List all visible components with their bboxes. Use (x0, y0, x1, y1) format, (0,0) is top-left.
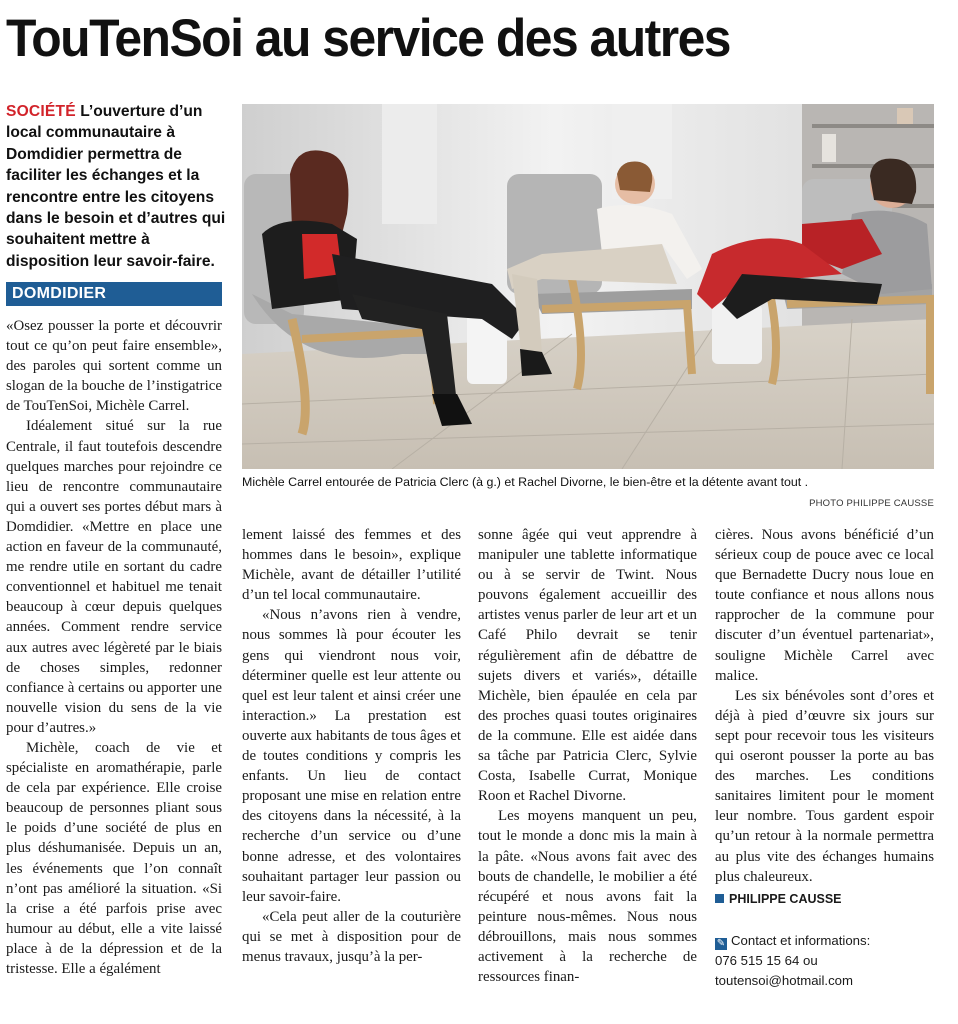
paragraph: «Cela peut aller de la couturière qui se met à disposition pour de menus travaux, jusqu’à la per- (242, 908, 461, 965)
dateline-bar: DOMDIDIER (6, 282, 222, 306)
article-lead (6, 101, 228, 272)
pencil-icon: ✎ (716, 937, 726, 949)
contact-phone: 076 515 15 64 ou (715, 952, 818, 968)
paragraph: cières. Nous avons bénéficié d’un sérieux coup de pouce avec ce local que Bernadette Ducry nous loue en toute confiance et nous allons nous rapprocher de la commune pour discuter d’un éventuel partenariat», souligne Michèle Carrel avec malice. (715, 527, 934, 684)
photo-credit: PHOTO PHILIPPE CAUSSE (809, 498, 934, 509)
contact-title: Contact et informations: (731, 932, 871, 948)
contact-email[interactable]: toutensoi@hotmail.com (715, 972, 853, 988)
contact-box (715, 931, 934, 991)
photo-caption: Michèle Carrel entourée de Patricia Clerc (à g.) et Rachel Divorne, le bien-être et la détente avant tout . (242, 475, 809, 489)
paragraph: Les six bénévoles sont d’ores et déjà à pied d’œuvre six jours sur sept pour recevoir tous les visiteurs qui oseront pousser la porte au bas des marches. Les conditions sanitaires limitent pour le moment leur nombre. Tous gardent espoir qu’un retour à la normale permettra au plus vite des échanges humains plus chaleureux. (715, 687, 934, 885)
section-kicker: SOCIÉTÉ (6, 103, 76, 120)
paragraph: sonne âgée qui veut apprendre à manipuler une tablette informatique ou à se servir de Twint. Nous pouvons également accueillir des artistes venus parler de leur art et un Café Philo devrait se tenir régulièrement afin de débattre de sujets divers et variés», détaille Michèle, bien épaulée en cela par des proches quasi toutes originaires de la commune. Elle est aidée dans sa tâche par Patricia Clerc, Sylvie Costa, Isabelle Currat, Monique Roon et Rachel Divorne. (478, 527, 697, 805)
photo-illustration (242, 104, 934, 469)
paragraph: «Nous n’avons rien à vendre, nous sommes là pour écouter les gens qui viendront nous voir, déterminer quelle est leur attente ou quel est leur talent et ainsi créer une interaction.» La prestation est ouverte aux habitants de tous âges et de toutes conditions y compris les enfants. Un lieu de contact proposant une mise en relation entre des citoyens dans la nécessité, à la recherche d’un service ou d’une bonne adresse, et des volontaires souhaitant partager leur passion ou leur savoir-faire. (242, 607, 461, 905)
author-signature (715, 889, 934, 909)
article-headline: TouTenSoi au service des autres (6, 9, 731, 68)
lead-text: L’ouverture d’un local communautaire à Domdidier permettra de faciliter les échanges et la rencontre entre les citoyens dans le besoin et d’autres qui souhaitent mettre à disposition leur savoir-faire. (6, 103, 226, 270)
article-photo (242, 104, 934, 469)
paragraph: Les moyens manquent un peu, tout le monde a donc mis la main à la pâte. «Nous avons fait avec des bouts de chandelle, le mobilier a été récupéré et nous avons fait la peinture nous-mêmes. Nous nous débrouillons, mais nous sommes activement à la recherche de ressources finan- (478, 808, 697, 986)
paragraph: lement laissé des femmes et des hommes dans le besoin», explique Michèle, avant de détailler l’utilité d’un tel local communautaire. (242, 527, 461, 604)
article-column-2 (242, 525, 461, 967)
square-bullet-icon (715, 894, 724, 903)
article-column-3 (478, 525, 697, 987)
article-column-1 (6, 316, 222, 979)
paragraph: «Osez pousser la porte et découvrir tout ce qu’on peut faire ensemble», des paroles qui sortent comme un slogan de la bouche de l’instigatrice de TouTenSoi, Michèle Carrel. (6, 318, 222, 415)
paragraph: Michèle, coach de vie et spécialiste en aromathérapie, parle de cela par expérience. Elle croise beaucoup de personnes pliant sous le poids d’une société de plus en plus déshumanisée. Depuis un an, les événements que l’on connaît n’ont pas amélioré la situation. «Si la crise a été parfois prise avec humour au début, elle a vite laissé place à de la dépression et de la tristesse. Elle a égalément (6, 739, 222, 977)
paragraph: Idéalement situé sur la rue Centrale, il faut toutefois descendre quelques marches pour rejoindre ce lieu de rencontre communautaire qui a ouvert ses portes début mars à Domdidier. «Mettre en place une action en faveur de la communauté, me rendre utile en sortant du cadre conventionnel et habituel me tenait beaucoup à cœur depuis quelques années. Comment rendre service aux autres avec légèreté par le biais de choses simples, redonner confiance à certains ou apporter une nouvelle vision du sens de la vie pour d’autres.» (6, 418, 222, 736)
author-name: PHILIPPE CAUSSE (729, 891, 842, 906)
article-column-4 (715, 525, 934, 991)
